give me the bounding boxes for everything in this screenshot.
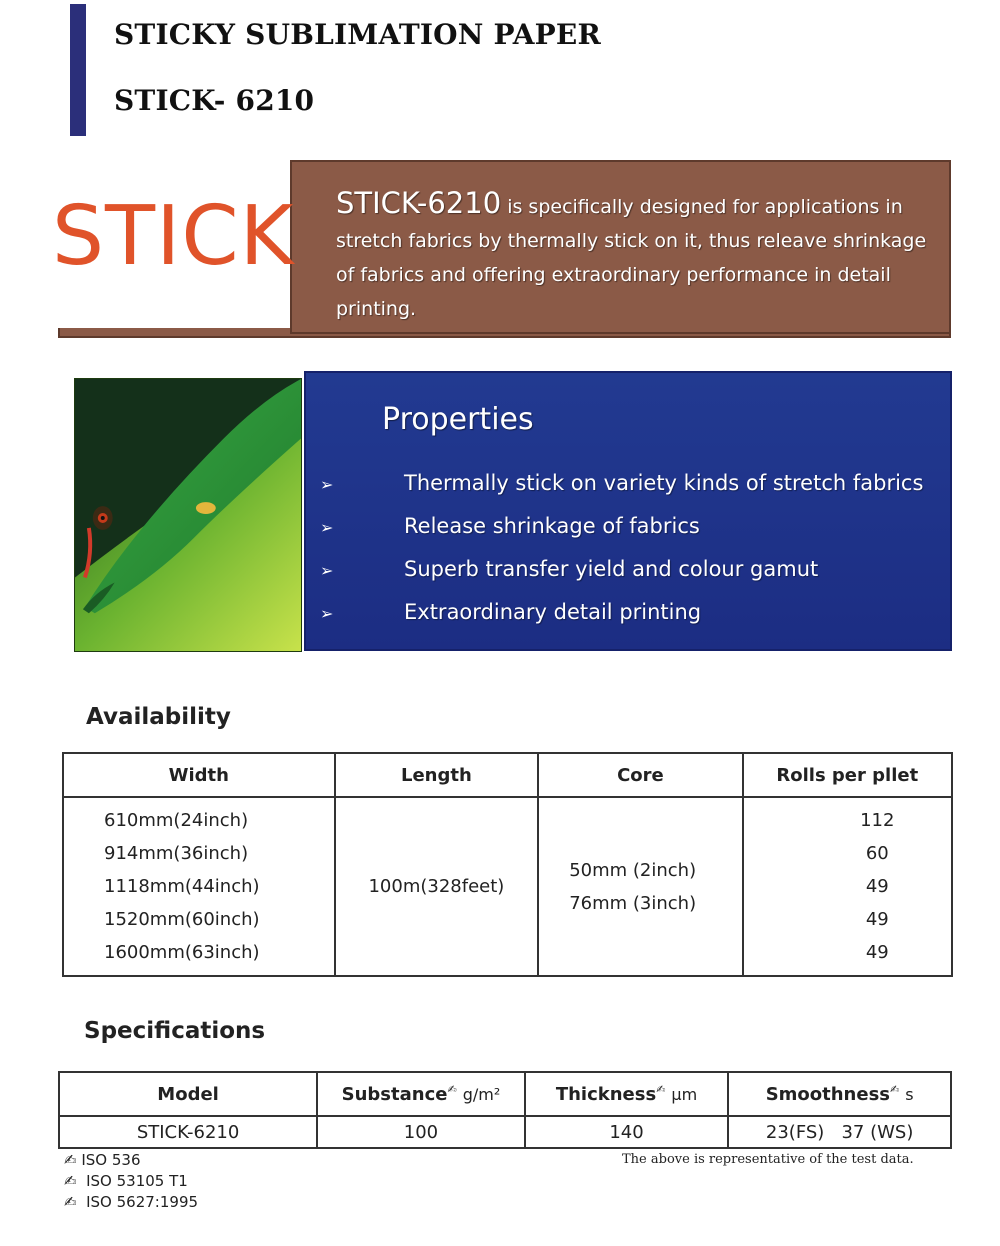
- column-header: Substance✍ g/m²: [317, 1072, 525, 1116]
- table-header-row: [63, 753, 952, 797]
- footnote-mark-icon: ✍: [656, 1083, 666, 1096]
- core-values: 50mm (2inch) 76mm (3inch): [538, 797, 742, 976]
- column-header: Thickness✍ μm: [525, 1072, 729, 1116]
- test-data-disclaimer: The above is representative of the test data.: [622, 1152, 914, 1167]
- model-value: STICK-6210: [59, 1116, 317, 1148]
- product-category-title: STICKY SUBLIMATION PAPER: [114, 18, 601, 51]
- length-value: 100m(328feet): [335, 797, 539, 976]
- footnote: ✍ ISO 53105 T1: [64, 1172, 188, 1190]
- properties-title: Properties: [382, 402, 534, 437]
- table-header-row: [59, 1072, 951, 1116]
- intro-lead: STICK-6210: [336, 186, 502, 220]
- table-row: [63, 797, 952, 976]
- arrow-bullet-icon: ➢: [320, 561, 334, 580]
- arrow-bullet-icon: ➢: [320, 604, 334, 623]
- width-values: 610mm(24inch) 914mm(36inch) 1118mm(44inch) 1520mm(60inch) 1600mm(63inch): [63, 797, 335, 976]
- footnote: ✍ ISO 5627:1995: [64, 1193, 199, 1211]
- footnote-mark-icon: ✍: [64, 1172, 87, 1190]
- brand-word: STICK: [52, 189, 295, 284]
- thickness-value: 140: [525, 1116, 729, 1148]
- column-header: Model: [59, 1072, 317, 1116]
- availability-table: [62, 752, 953, 977]
- smoothness-value: 23(FS) 37 (WS): [728, 1116, 951, 1148]
- rolls-values: 112 60 49 49 49: [743, 797, 952, 976]
- column-header: Smoothness✍ s: [728, 1072, 951, 1116]
- column-header: Width: [63, 753, 335, 797]
- footnote-mark-icon: ✍: [64, 1193, 87, 1211]
- footnote-mark-icon: ✍: [64, 1151, 82, 1169]
- product-model-title: STICK- 6210: [114, 84, 315, 117]
- title-accent-bar: [70, 4, 86, 136]
- substance-value: 100: [317, 1116, 525, 1148]
- availability-heading: Availability: [86, 704, 231, 730]
- footnote-mark-icon: ✍: [890, 1083, 900, 1096]
- gecko-photo: [74, 378, 302, 652]
- specifications-heading: Specifications: [84, 1018, 266, 1044]
- column-header: Rolls per pllet: [743, 753, 952, 797]
- column-header: Core: [538, 753, 742, 797]
- standards-footnotes: [64, 1150, 198, 1213]
- gecko-illustration: [75, 379, 301, 651]
- column-header: Length: [335, 753, 539, 797]
- arrow-bullet-icon: ➢: [320, 475, 334, 494]
- table-row: [59, 1116, 951, 1148]
- footnote-mark-icon: ✍: [447, 1083, 457, 1096]
- footnote: ✍ ISO 536: [64, 1151, 141, 1169]
- arrow-bullet-icon: ➢: [320, 518, 334, 537]
- specifications-table: [58, 1071, 952, 1149]
- intro-text: [336, 186, 936, 326]
- intro-body: is specifically designed for applications in stretch fabrics by thermally stick on it, thus releave shrinkage of fabrics and offering extraordinary performance in detail printing.: [336, 196, 927, 320]
